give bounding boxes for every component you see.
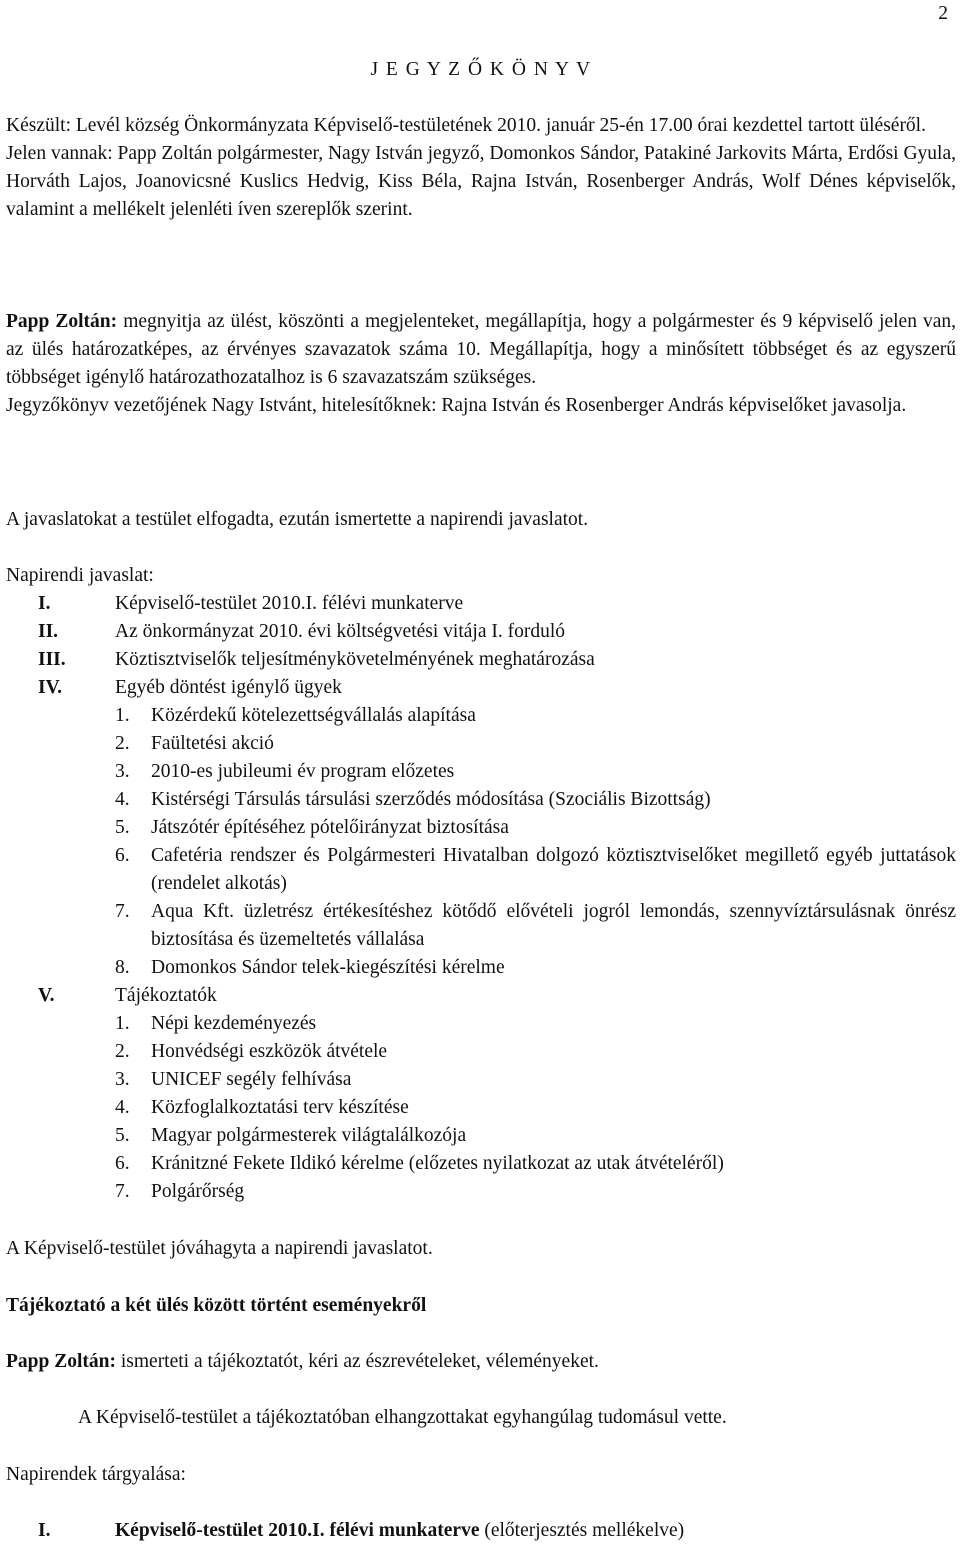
sub-num: 5. <box>115 1125 130 1146</box>
agenda-num-4: IV. <box>38 677 63 698</box>
sub-num: 7. <box>115 1181 130 1202</box>
sub-item-v-5 <box>115 1122 956 1150</box>
intro-section <box>6 112 956 224</box>
attendance-paragraph: Jelen vannak: Papp Zoltán polgármester, Nagy István jegyző, Domonkos Sándor, Patakiné Jarkovits Márta, Erdősi Gyula, Horváth Lajos, Joanovicsné Kuslics Hedvig, Kiss Béla, Rajna István, Rosenberger András, Wolf Dénes képviselők, valamint a mellékelt jelenléti íven szereplők szerint. <box>6 143 956 220</box>
sub-num: 2. <box>115 733 130 754</box>
sub-num: 8. <box>115 957 130 978</box>
sub-item-iv-7 <box>115 898 956 954</box>
sub-text: 2010-es jubileumi év program előzetes <box>151 761 455 782</box>
sub-item-v-4 <box>115 1094 956 1122</box>
sub-num: 4. <box>115 1097 130 1118</box>
opening-text: megnyitja az ülést, köszönti a megjelenteket, megállapítja, hogy a polgármester és 9 képviselő jelen van, az ülés határozatképes, az érvényes szavazatok száma 10. Megállapítja, hogy a minősített többséget és az egyszerű többséget igénylő határozathozatalhoz is 6 szavazatszám szükséges. <box>6 311 957 388</box>
discussion-num: I. <box>38 1520 51 1541</box>
sub-text: UNICEF segély felhívása <box>151 1069 352 1090</box>
sub-item-iv-1 <box>115 702 956 730</box>
agenda-num-3: III. <box>38 649 66 670</box>
sub-item-v-7 <box>115 1178 956 1206</box>
opening-section <box>6 308 956 420</box>
sub-text: Honvédségi eszközök átvétele <box>151 1041 388 1062</box>
sub-item-iv-2 <box>115 730 956 758</box>
agenda-item-1: Képviselő-testület 2010.I. félévi munkaterve <box>115 593 464 614</box>
agenda-item-2: Az önkormányzat 2010. évi költségvetési vitája I. forduló <box>115 621 566 642</box>
info-result: A Képviselő-testület a tájékoztatóban elhangzottakat egyhangúlag tudomásul vette. <box>78 1407 727 1428</box>
sub-text: Közérdekű kötelezettségvállalás alapítása <box>151 705 476 726</box>
document-title: J E G Y Z Ő K Ö N Y V <box>370 59 592 80</box>
agenda-approved: A Képviselő-testület jóváhagyta a napirendi javaslatot. <box>6 1238 433 1259</box>
sub-num: 7. <box>115 901 130 922</box>
sub-text: Népi kezdeményezés <box>151 1013 317 1034</box>
minutes-keepers-paragraph: Jegyzőkönyv vezetőjének Nagy Istvánt, hitelesítőknek: Rajna István és Rosenberger András képviselőket javasolja. <box>6 395 907 416</box>
sub-text: Kránitzné Fekete Ildikó kérelme (előzetes nyilatkozat az utak átvételéről) <box>151 1153 724 1174</box>
sub-num: 4. <box>115 789 130 810</box>
sub-num: 5. <box>115 817 130 838</box>
sub-item-iv-3 <box>115 758 956 786</box>
sub-num: 6. <box>115 845 130 866</box>
info-heading: Tájékoztató a két ülés között történt eseményekről <box>6 1295 427 1316</box>
agenda-item-4: Egyéb döntést igénylő ügyek <box>115 677 342 698</box>
sub-item-v-3 <box>115 1066 956 1094</box>
info-paragraph <box>6 1348 956 1376</box>
sub-text: Faültetési akció <box>151 733 274 754</box>
sub-num: 1. <box>115 705 130 726</box>
discussion-item <box>115 1517 684 1545</box>
speaker-name: Papp Zoltán: <box>6 311 118 332</box>
sub-item-iv-4 <box>115 786 956 814</box>
sub-num: 3. <box>115 761 130 782</box>
agenda-item-5: Tájékoztatók <box>115 985 217 1006</box>
sub-item-v-6 <box>115 1150 956 1178</box>
sub-text: Közfoglalkoztatási terv készítése <box>151 1097 409 1118</box>
sub-text: Domonkos Sándor telek-kiegészítési kérelme <box>151 957 505 978</box>
agenda-num-1: I. <box>38 593 51 614</box>
agenda-item-3: Köztisztviselők teljesítménykövetelményének meghatározása <box>115 649 595 670</box>
sub-item-iv-5 <box>115 814 956 842</box>
sub-text: Játszótér építéséhez pótelőirányzat biztosítása <box>151 817 509 838</box>
sub-item-iv-6 <box>115 842 956 898</box>
sub-text: Magyar polgármesterek világtalálkozója <box>151 1125 467 1146</box>
discussion-title: Képviselő-testület 2010.I. félévi munkaterve <box>115 1520 480 1541</box>
sub-num: 2. <box>115 1041 130 1062</box>
agenda-num-2: II. <box>38 621 59 642</box>
agenda-heading: Napirendi javaslat: <box>6 565 154 586</box>
page-number: 2 <box>938 3 948 24</box>
info-text: ismerteti a tájékoztatót, kéri az észrevételeket, véleményeket. <box>115 1351 599 1372</box>
sub-item-iv-8 <box>115 954 956 982</box>
intro-line: Készült: Levél község Önkormányzata Képviselő-testületének 2010. január 25-én 17.00 órai kezdettel tartott üléséről. <box>6 115 926 136</box>
agenda-num-5: V. <box>38 985 55 1006</box>
sub-num: 3. <box>115 1069 130 1090</box>
sub-text: Aqua Kft. üzletrész értékesítéshez kötődő elővételi jogról lemondás, szennyvíztársulásnak önrész biztosítása és üzemeltetés vállalása <box>151 901 956 950</box>
sub-text: Kistérségi Társulás társulási szerződés módosítása (Szociális Bizottság) <box>151 789 711 810</box>
sub-text: Cafetéria rendszer és Polgármesteri Hivatalban dolgozó köztisztviselőket megillető egyéb juttatások (rendelet alkotás) <box>151 845 956 894</box>
opening-paragraph <box>6 308 956 392</box>
sub-num: 6. <box>115 1153 130 1174</box>
sub-item-v-2 <box>115 1038 956 1066</box>
discussion-note: (előterjesztés mellékelve) <box>479 1520 685 1541</box>
sub-text: Polgárőrség <box>151 1181 245 1202</box>
sub-num: 1. <box>115 1013 130 1034</box>
discussion-heading: Napirendek tárgyalása: <box>6 1464 186 1485</box>
speaker-name: Papp Zoltán: <box>6 1351 116 1372</box>
sub-item-v-1 <box>115 1010 956 1038</box>
proposals-accepted: A javaslatokat a testület elfogadta, ezután ismertette a napirendi javaslatot. <box>6 509 589 530</box>
